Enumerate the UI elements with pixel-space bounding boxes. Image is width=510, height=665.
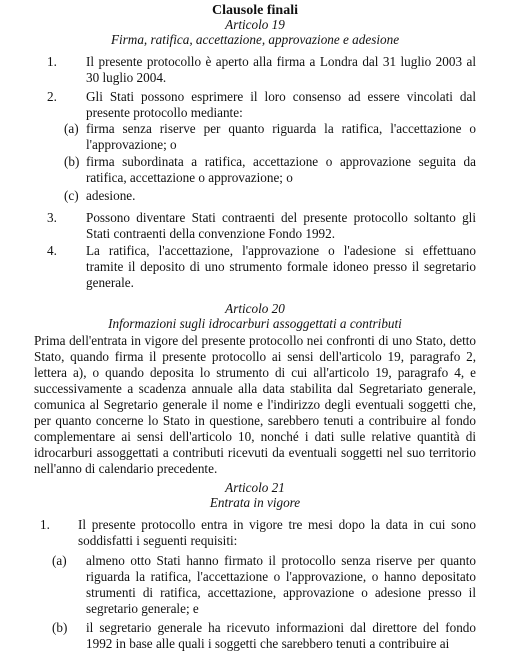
item-letter: (b) <box>64 154 80 169</box>
section-title: Clausole finali <box>212 3 298 18</box>
item-letter: (b) <box>52 620 68 635</box>
article-20-subtitle: Informazioni sugli idrocarburi assoggettati a contributi <box>108 316 402 331</box>
article-19-item-c: adesione. <box>86 188 136 203</box>
paragraph-number: 4. <box>47 243 57 258</box>
paragraph-number: 1. <box>40 517 50 532</box>
paragraph-number: 3. <box>47 210 57 225</box>
item-letter: (c) <box>64 188 79 203</box>
paragraph-number: 1. <box>47 54 57 69</box>
article-21-title: Articolo 21 <box>225 480 285 495</box>
article-20-body: Prima dell'entrata in vigore del presente protocollo nei confronti di uno Stato, detto Stato, quando firma il presente protocollo ai sensi dell'articolo 19, paragrafo 2, lettera a), o quando deposita lo strumento di cui all'articolo 19, paragrafo 4, e successivamente a scadenza annuale alla data stabilita dal Segretariato generale, comunica al Segretario generale il nome e l'indirizzo degli eventuali soggetti che, per quanto concerne lo Stato in questione, sarebbero tenuti a contribuire al fondo complementare ai sensi dell'articolo 10, nonché i dati sulle relative quantità di idrocarburi assoggettati a contributi ricevuti da eventuali soggetti nel suo territorio nell'anno di calendario precedente. <box>34 333 476 476</box>
article-19-paragraph-1: Il presente protocollo è aperto alla firma a Londra dal 31 luglio 2003 al 30 luglio 2004. <box>86 54 476 85</box>
article-19-title: Articolo 19 <box>225 17 285 32</box>
article-19-item-a: firma senza riserve per quanto riguarda la ratifica, l'accettazione o l'approvazione; o <box>86 121 476 152</box>
article-19-paragraph-3: Possono diventare Stati contraenti del presente protocollo soltanto gli Stati contraenti della convenzione Fondo 1992. <box>86 210 476 241</box>
article-19-paragraph-4: La ratifica, l'accettazione, l'approvazione o l'adesione si effettuano tramite il deposito di uno strumento formale idoneo presso il segretario generale. <box>86 243 476 290</box>
article-21-item-a: almeno otto Stati hanno firmato il protocollo senza riserve per quanto riguarda la ratifica, l'accettazione o l'approvazione, o hanno depositato strumenti di ratifica, accettazione, approvazione o adesione presso il segretario generale; e <box>86 553 476 616</box>
article-21-subtitle: Entrata in vigore <box>209 495 301 510</box>
article-21-item-b: il segretario generale ha ricevuto informazioni dal direttore del fondo 1992 in base alle quali i soggetti che sarebbero tenuti a contribuire ai <box>86 620 476 651</box>
article-21-paragraph-1: Il presente protocollo entra in vigore tre mesi dopo la data in cui sono soddisfatti i seguenti requisiti: <box>78 517 476 548</box>
article-20-title: Articolo 20 <box>225 301 285 316</box>
article-19-paragraph-2: Gli Stati possono esprimere il loro consenso ad essere vincolati dal presente protocollo mediante: <box>86 89 476 120</box>
paragraph-number: 2. <box>47 89 57 104</box>
item-letter: (a) <box>52 553 67 568</box>
article-19-subtitle: Firma, ratifica, accettazione, approvazione e adesione <box>110 32 400 47</box>
item-letter: (a) <box>64 121 79 136</box>
article-19-item-b: firma subordinata a ratifica, accettazione o approvazione seguita da ratifica, accettazione o approvazione; o <box>86 154 476 185</box>
